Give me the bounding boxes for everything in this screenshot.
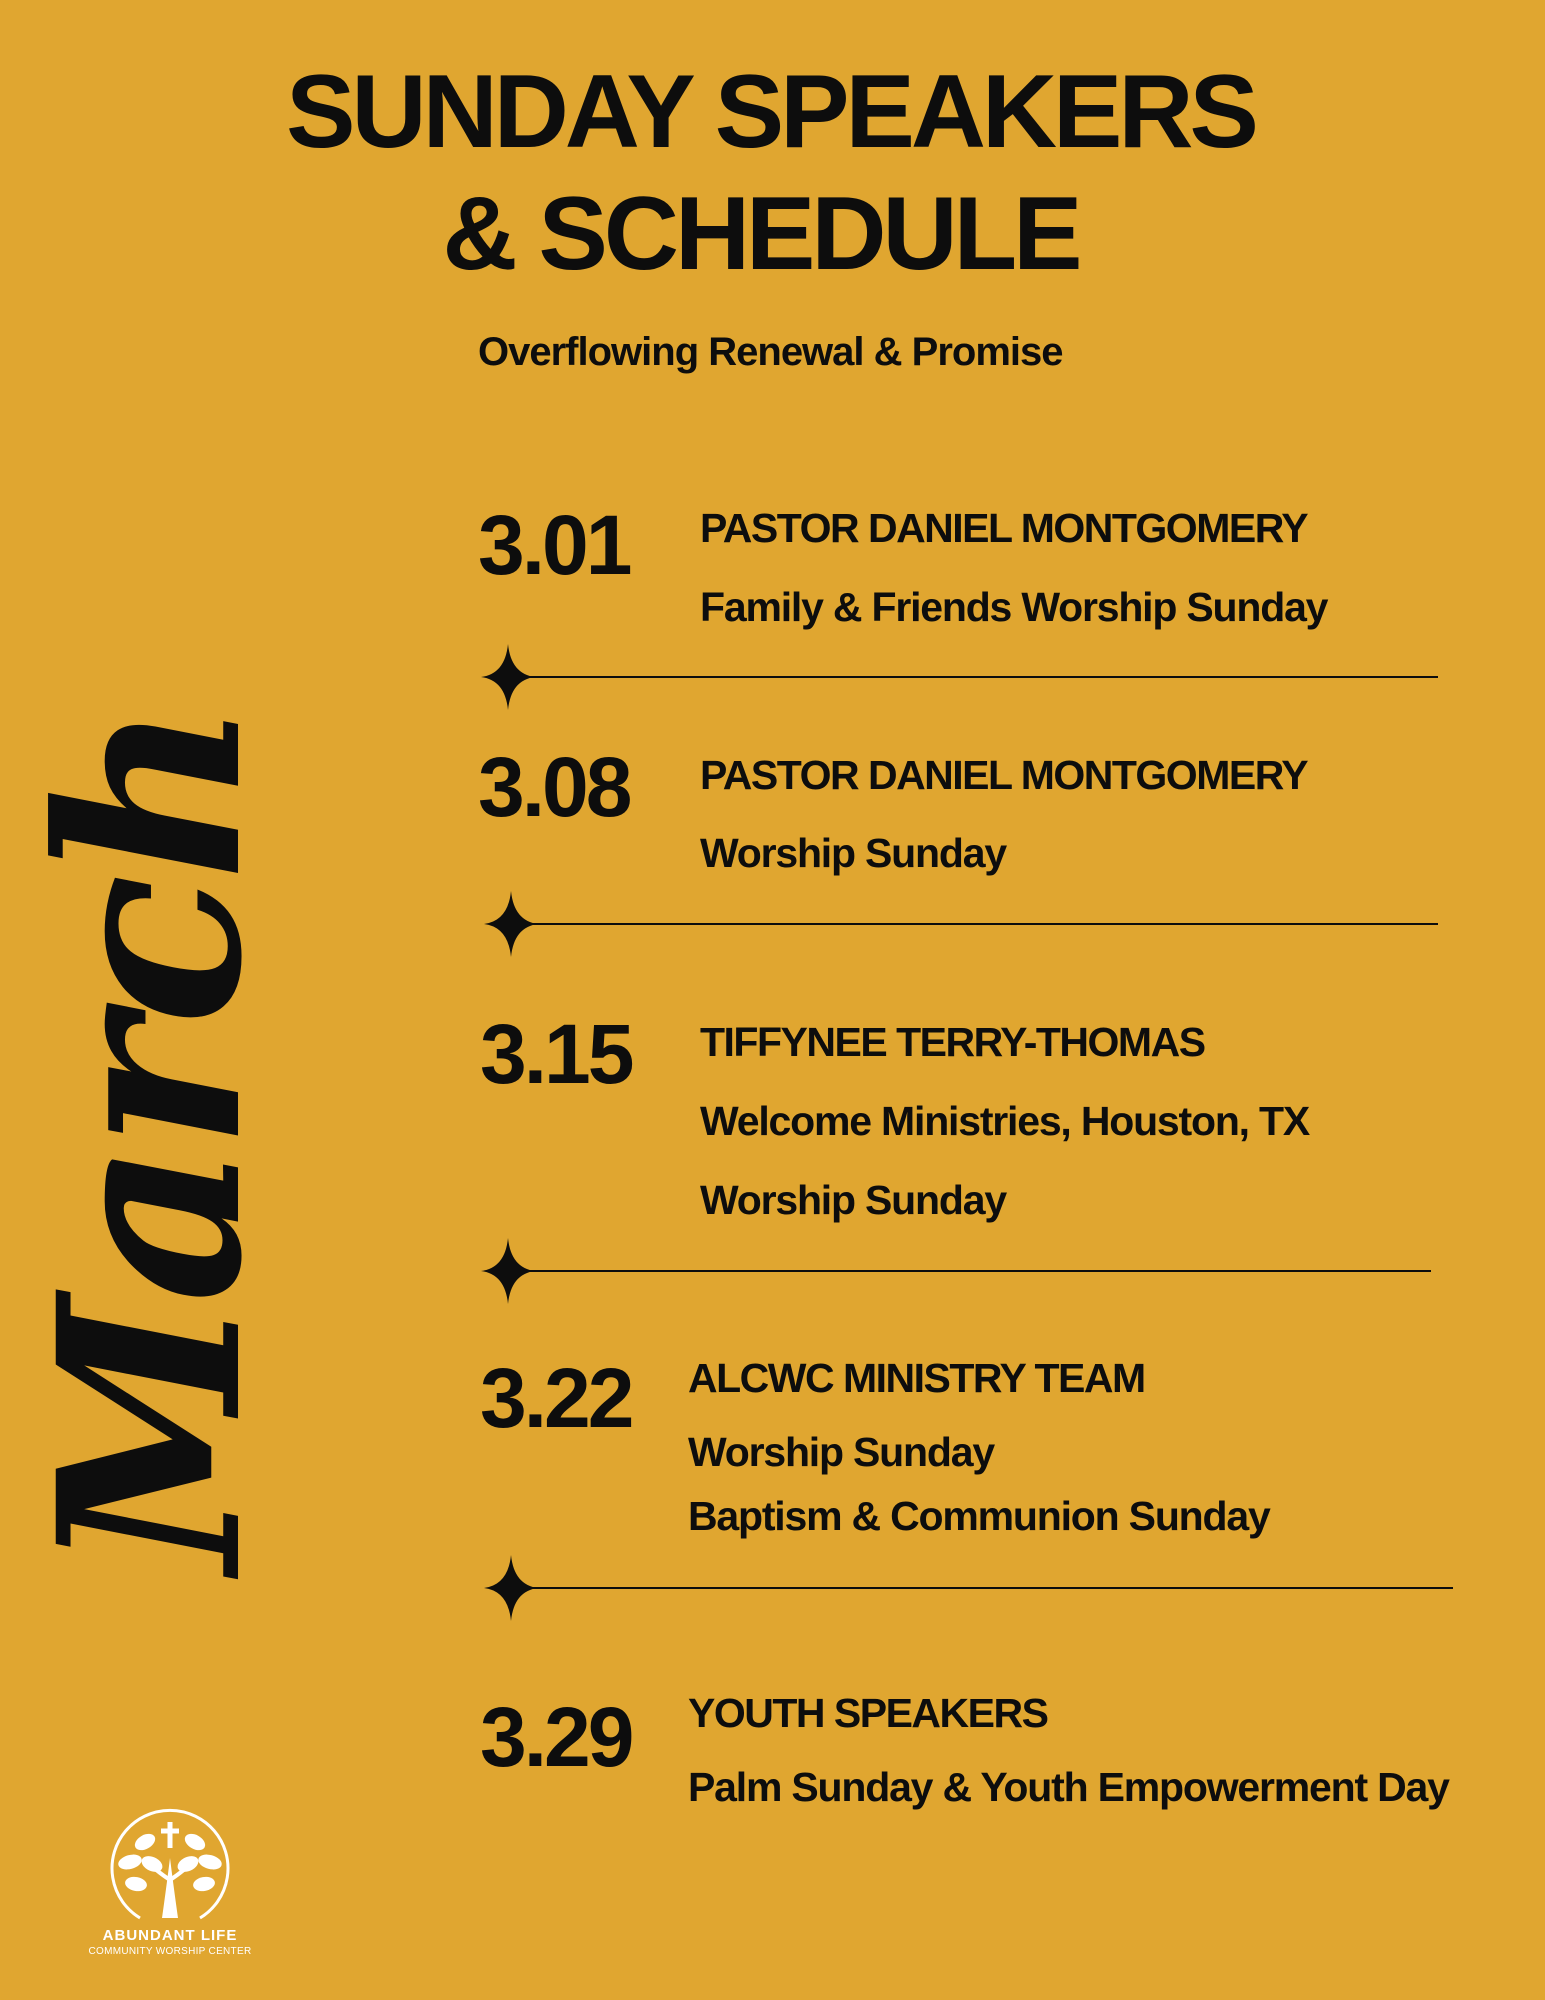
schedule-date-5: 3.29 <box>480 1690 632 1784</box>
divider-line <box>511 1587 1453 1589</box>
schedule-detail-4a: Worship Sunday <box>688 1429 994 1475</box>
schedule-date-4: 3.22 <box>480 1351 632 1445</box>
schedule-speaker-3: TIFFYNEE TERRY-THOMAS <box>700 1019 1205 1065</box>
schedule-speaker-5: YOUTH SPEAKERS <box>688 1690 1048 1736</box>
divider-line <box>508 676 1438 678</box>
schedule-detail-1a: Family & Friends Worship Sunday <box>700 584 1328 630</box>
schedule-detail-3a: Welcome Ministries, Houston, TX <box>700 1098 1310 1144</box>
schedule-detail-4b: Baptism & Communion Sunday <box>688 1493 1270 1539</box>
schedule-detail-5a: Palm Sunday & Youth Empowerment Day <box>688 1764 1449 1810</box>
schedule-speaker-4: ALCWC MINISTRY TEAM <box>688 1355 1145 1401</box>
logo-subtitle: COMMUNITY WORSHIP CENTER <box>88 1946 252 1957</box>
page-title-line2: & SCHEDULE <box>442 176 1079 292</box>
page-subtitle: Overflowing Renewal & Promise <box>478 330 1063 374</box>
logo-name: ABUNDANT LIFE <box>102 1927 238 1944</box>
schedule-speaker-1: PASTOR DANIEL MONTGOMERY <box>700 505 1308 551</box>
schedule-speaker-2: PASTOR DANIEL MONTGOMERY <box>700 752 1308 798</box>
page-title-line1: SUNDAY SPEAKERS <box>286 54 1255 170</box>
schedule-date-3: 3.15 <box>480 1007 632 1101</box>
schedule-detail-2a: Worship Sunday <box>700 830 1006 876</box>
tree-cross-icon <box>100 1800 240 1928</box>
divider-line <box>511 923 1438 925</box>
schedule-detail-3b: Worship Sunday <box>700 1177 1006 1223</box>
schedule-date-2: 3.08 <box>478 740 630 834</box>
divider-line <box>508 1270 1431 1272</box>
schedule-date-1: 3.01 <box>478 498 630 592</box>
